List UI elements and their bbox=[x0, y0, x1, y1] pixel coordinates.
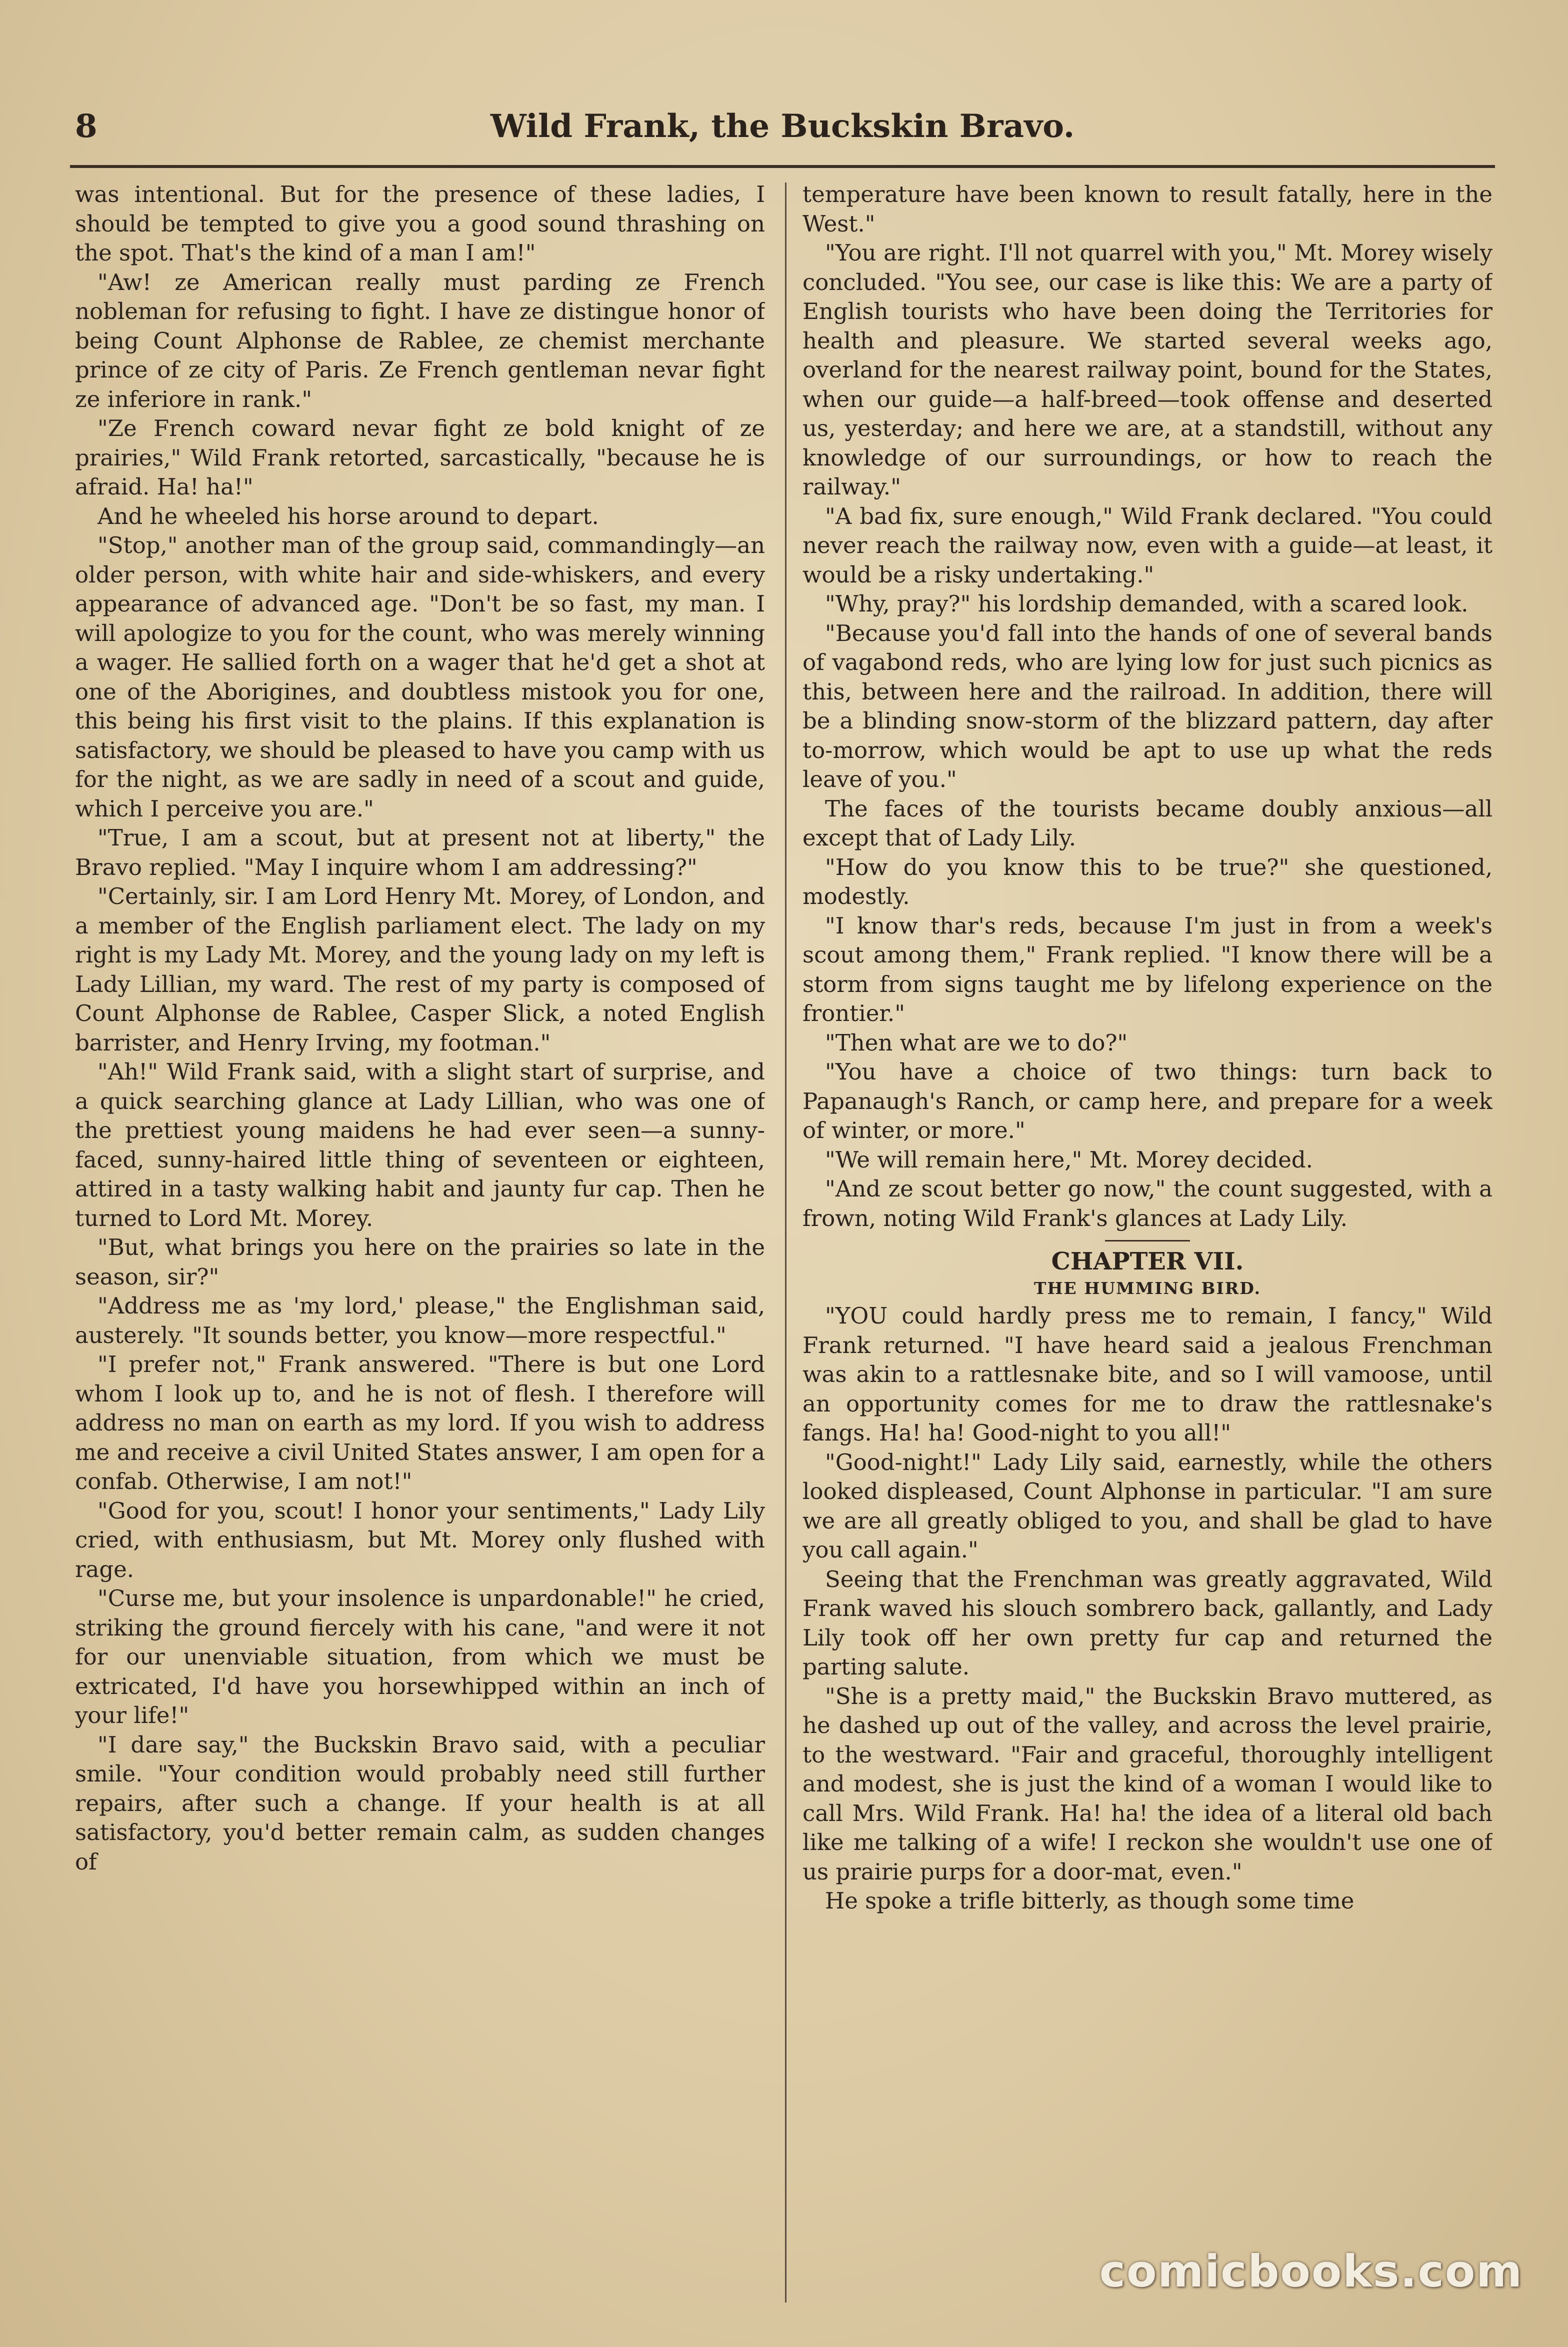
chapter-subtitle: THE HUMMING BIRD. bbox=[1034, 1278, 1262, 1298]
paragraph: "Because you'd fall into the hands of one of several bands of vagabond reds, who are lying low for just such picnics as this, between here and the railroad. In addition, there will be a blinding snow-storm of the blizzard pattern, day after to-morrow, which would be apt to use up what the reds leave of you." bbox=[802, 620, 1492, 792]
paragraph: "We will remain here," Mt. Morey decided. bbox=[825, 1146, 1313, 1173]
page-number: 8 bbox=[75, 108, 98, 145]
paragraph: "And ze scout better go now," the count suggested, with a frown, noting Wild Frank's glances at Lady Lily. bbox=[802, 1176, 1492, 1232]
paragraph: "You are right. I'll not quarrel with you," Mt. Morey wisely concluded. "You see, our case is like this: We are a party of English tourists who have been doing the Territories for health and pleasure. We started several weeks ago, overland for the nearest railway point, bound for the States, when our guide—a half-breed—took offense and deserted us, yesterday; and here we are, at a standstill, without any knowledge of our surroundings, or how to reach the railway." bbox=[802, 240, 1492, 500]
chapter-rule bbox=[1105, 1240, 1190, 1242]
paragraph: "True, I am a scout, but at present not at liberty," the Bravo replied. "May I inquire whom I am addressing?" bbox=[75, 824, 765, 880]
paragraph: "But, what brings you here on the prairies so late in the season, sir?" bbox=[75, 1234, 765, 1290]
paragraph: "Ah!" Wild Frank said, with a slight start of surprise, and a quick searching glance at Lady Lillian, who was one of the prettiest young maidens he had ever seen—a sunny-faced, sunny-haired little thing of seventeen or eighteen, attired in a tasty walking habit and jaunty fur cap. Then he turned to Lord Mt. Morey. bbox=[75, 1058, 765, 1232]
paragraph: was intentional. But for the presence of these ladies, I should be tempted to give you a good sound thrashing on the spot. That's the kind of a man I am!" bbox=[75, 181, 765, 266]
watermark: comicbooks.com bbox=[1099, 2246, 1523, 2297]
paragraph: "Address me as 'my lord,' please," the Englishman said, austerely. "It sounds better, you know—more respectful." bbox=[75, 1292, 765, 1348]
paragraph: He spoke a trifle bitterly, as though some time bbox=[825, 1888, 1354, 1914]
paragraph: "YOU could hardly press me to remain, I fancy," Wild Frank returned. "I have heard said a jealous Frenchman was akin to a rattlesnake bite, and so I will vamoose, until an opportunity comes for me to draw the rattlesnake's fangs. Ha! ha! Good-night to you all!" bbox=[802, 1302, 1492, 1446]
right-column bbox=[802, 180, 1492, 2305]
chapter-heading: CHAPTER VII. bbox=[1051, 1248, 1244, 1276]
page-header bbox=[75, 108, 1490, 168]
paragraph: "Aw! ze American really must parding ze French nobleman for refusing to fight. I have ze distingue honor of being Count Alphonse de Rablee, ze chemist merchante prince of ze city of Paris. Ze French gentleman nevar fight ze inferiore in rank." bbox=[75, 268, 765, 412]
paragraph: "Stop," another man of the group said, commandingly—an older person, with white hair and side-whiskers, and every appearance of advanced age. "Don't be so fast, my man. I will apologize to you for the count, who was merely winning a wager. He sallied forth on a wager that he'd get a shot at one of the Aborigines, and doubtless mistook you for one, this being his first visit to the plains. If this explanation is satisfactory, we should be pleased to have you camp with us for the night, as we are sadly in need of a scout and guide, which I perceive you are." bbox=[75, 532, 765, 822]
paragraph: The faces of the tourists became doubly anxious—all except that of Lady Lily. bbox=[802, 795, 1492, 851]
paragraph: "She is a pretty maid," the Buckskin Bravo muttered, as he dashed up out of the valley, and across the level prairie, to the westward. "Fair and graceful, thoroughly intelligent and modest, she is just the kind of a woman I would like to call Mrs. Wild Frank. Ha! ha! the idea of a literal old bach like me talking of a wife! I reckon she wouldn't use one of us prairie purps for a door-mat, even." bbox=[802, 1682, 1492, 1885]
paragraph: "I prefer not," Frank answered. "There is but one Lord whom I look up to, and he is not of flesh. I therefore will address no man on earth as my lord. If you wish to address me and receive a civil United States answer, I am open for a confab. Otherwise, I am not!" bbox=[75, 1351, 765, 1494]
paragraph: And he wheeled his horse around to depart. bbox=[98, 502, 599, 530]
paragraph: "Ze French coward nevar fight ze bold knight of ze prairies," Wild Frank retorted, sarcastically, "because he is afraid. Ha! ha!" bbox=[75, 415, 765, 500]
paragraph: "You have a choice of two things: turn back to Papanaugh's Ranch, or camp here, and prepare for a week of winter, or more." bbox=[802, 1058, 1492, 1144]
paragraph: temperature have been known to result fatally, here in the West." bbox=[802, 181, 1492, 237]
column-divider bbox=[785, 182, 786, 2302]
paragraph: "Good for you, scout! I honor your sentiments," Lady Lily cried, with enthusiasm, but Mt. Morey only flushed with rage. bbox=[75, 1497, 765, 1582]
left-column bbox=[75, 180, 765, 2305]
paragraph: Seeing that the Frenchman was greatly aggravated, Wild Frank waved his slouch sombrero back, gallantly, and Lady Lily took off her own pretty fur cap and returned the parting salute. bbox=[802, 1566, 1492, 1680]
paragraph: "Good-night!" Lady Lily said, earnestly, while the others looked displeased, Count Alphonse in particular. "I am sure we are all greatly obliged to you, and shall be glad to have you call again." bbox=[802, 1448, 1492, 1563]
paragraph: "Certainly, sir. I am Lord Henry Mt. Morey, of London, and a member of the English parliament elect. The lady on my right is my Lady Mt. Morey, and the young lady on my left is Lady Lillian, my ward. The rest of my party is composed of Count Alphonse de Rablee, Casper Slick, a noted English barrister, and Henry Irving, my footman." bbox=[75, 883, 765, 1056]
paragraph: "Why, pray?" his lordship demanded, with a scared look. bbox=[825, 590, 1468, 617]
paragraph: "Curse me, but your insolence is unpardonable!" he cried, striking the ground fiercely with his cane, "and were it not for our unenviable situation, from which we must be extricated, I'd have you horsewhipped within an inch of your life!" bbox=[75, 1585, 765, 1728]
paragraph: "A bad fix, sure enough," Wild Frank declared. "You could never reach the railway now, even with a guide—at least, it would be a risky undertaking." bbox=[802, 502, 1492, 588]
paragraph: "I know thar's reds, because I'm just in from a week's scout among them," Frank replied. "I know there will be a storm from signs taught me by lifelong experience on the frontier." bbox=[802, 912, 1492, 1026]
paragraph: "How do you know this to be true?" she questioned, modestly. bbox=[802, 854, 1492, 910]
paragraph: "Then what are we to do?" bbox=[825, 1029, 1128, 1056]
running-title: Wild Frank, the Buckskin Bravo. bbox=[490, 108, 1075, 145]
header-rule bbox=[70, 165, 1495, 168]
paragraph: "I dare say," the Buckskin Bravo said, with a peculiar smile. "Your condition would probably need still further repairs, after such a change. If your health is at all satisfactory, you'd better remain calm, as sudden changes of bbox=[75, 1731, 765, 1875]
